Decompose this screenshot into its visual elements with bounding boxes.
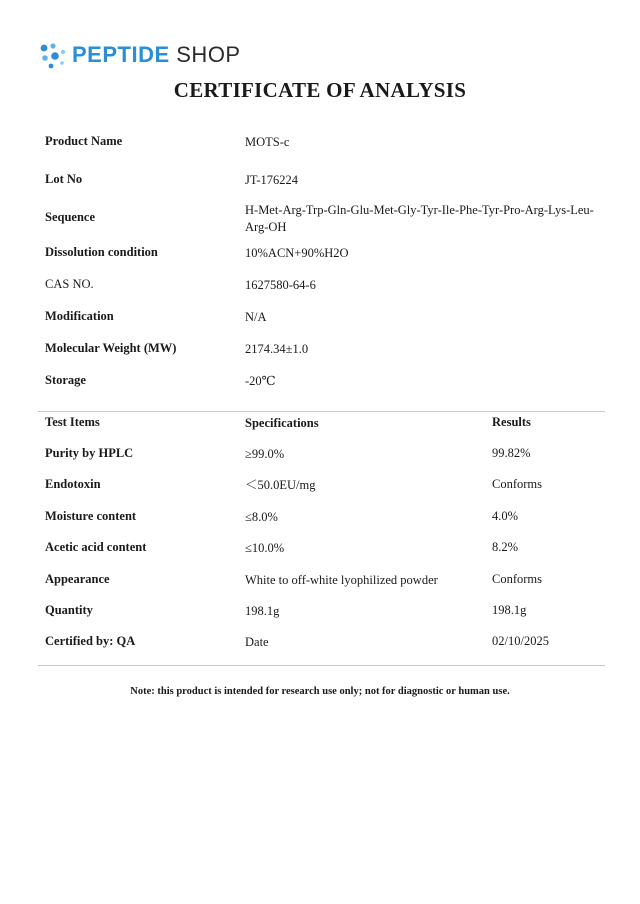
- test-item: Appearance: [45, 572, 110, 586]
- test-result: 99.82%: [492, 446, 531, 460]
- info-value: -20℃: [245, 374, 276, 388]
- info-value: 1627580-64-6: [245, 278, 316, 292]
- info-label: CAS NO.: [45, 277, 94, 291]
- test-result: 8.2%: [492, 540, 519, 554]
- test-item: Endotoxin: [45, 477, 101, 491]
- header-specifications: Specifications: [245, 416, 319, 430]
- test-item: Purity by HPLC: [45, 446, 134, 460]
- info-label: Dissolution condition: [45, 245, 158, 259]
- brand-logo: [38, 40, 241, 70]
- info-value: JT-176224: [245, 173, 299, 187]
- info-value: N/A: [245, 310, 267, 324]
- test-item: Quantity: [45, 603, 93, 617]
- info-value: MOTS-c: [245, 135, 290, 149]
- test-specification: White to off-white lyophilized powder: [245, 573, 438, 587]
- table-bottom-divider: [38, 665, 605, 666]
- test-result: 4.0%: [492, 509, 519, 523]
- info-label: Lot No: [45, 172, 83, 186]
- test-result: Conforms: [492, 477, 542, 491]
- test-specification: ≤10.0%: [245, 541, 285, 555]
- document-title: CERTIFICATE OF ANALYSIS: [173, 78, 467, 102]
- test-specification: ＜50.0EU/mg: [245, 478, 316, 492]
- test-specification: Date: [245, 635, 269, 649]
- test-result: 02/10/2025: [492, 634, 549, 648]
- info-value: 2174.34±1.0: [245, 342, 309, 356]
- brand-name-light: SHOP: [169, 42, 241, 67]
- info-label: Storage: [45, 373, 86, 387]
- info-label: Modification: [45, 309, 114, 323]
- test-item: Moisture content: [45, 509, 137, 523]
- test-item: Acetic acid content: [45, 540, 147, 554]
- test-specification: 198.1g: [245, 604, 280, 618]
- table-top-divider: [38, 411, 605, 412]
- test-result: Conforms: [492, 572, 542, 586]
- molecule-icon: [38, 41, 66, 69]
- test-specification: ≤8.0%: [245, 510, 278, 524]
- info-value: 10%ACN+90%H2O: [245, 246, 349, 260]
- header-test-items: Test Items: [45, 415, 100, 429]
- info-value: H-Met-Arg-Trp-Gln-Glu-Met-Gly-Tyr-Ile-Phe-Tyr-Pro-Arg-Lys-Leu-Arg-OH: [245, 203, 594, 234]
- header-results: Results: [492, 415, 531, 429]
- test-specification: ≥99.0%: [245, 447, 285, 461]
- info-label: Product Name: [45, 134, 123, 148]
- test-result: 198.1g: [492, 603, 527, 617]
- info-label: Molecular Weight (MW): [45, 341, 177, 355]
- brand-name-bold: PEPTIDE: [72, 42, 170, 67]
- brand-name: [72, 44, 241, 66]
- disclaimer-note: Note: this product is intended for research use only; not for diagnostic or human use.: [130, 686, 510, 697]
- info-label: Sequence: [45, 210, 95, 224]
- test-item: Certified by: QA: [45, 634, 136, 648]
